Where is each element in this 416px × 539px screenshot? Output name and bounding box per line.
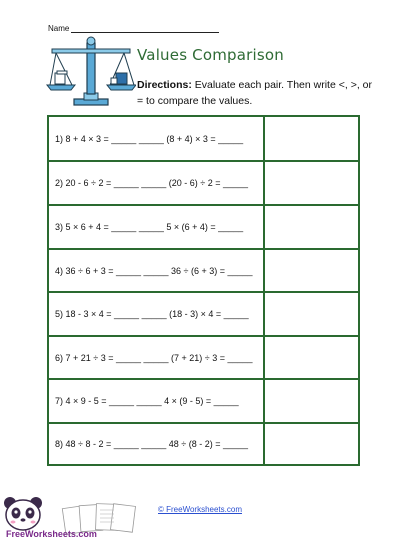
answer-cell[interactable]: [265, 337, 358, 378]
directions-text: Evaluate each pair. Then write <, >, or = to compare the values.: [137, 79, 373, 107]
answer-cell[interactable]: [265, 117, 358, 160]
logo-text: FreeWorksheets.com: [6, 529, 97, 539]
name-line[interactable]: [71, 25, 219, 33]
table-row: [49, 378, 358, 422]
table-row: [49, 335, 358, 378]
answer-cell[interactable]: [265, 380, 358, 422]
worksheet-title: Values Comparison: [137, 46, 284, 64]
problem-text: 3) 5 × 6 + 4 = _____ _____ 5 × (6 + 4) = _____: [49, 206, 265, 248]
problem-text: 6) 7 + 21 ÷ 3 = _____ _____ (7 + 21) ÷ 3 = _____: [49, 337, 265, 378]
table-row: [49, 248, 358, 291]
directions-label: Directions:: [137, 79, 192, 91]
table-row: [49, 422, 358, 464]
problem-text: 2) 20 - 6 ÷ 2 = _____ _____ (20 - 6) ÷ 2 = _____: [49, 162, 265, 204]
table-row: [49, 291, 358, 335]
answer-cell[interactable]: [265, 293, 358, 335]
answer-cell[interactable]: [265, 162, 358, 204]
problem-text: 4) 36 ÷ 6 + 3 = _____ _____ 36 ÷ (6 + 3) = _____: [49, 250, 265, 291]
name-label: Name: [48, 24, 70, 33]
problem-table: [47, 115, 360, 466]
table-row: [49, 117, 358, 160]
answer-cell[interactable]: [265, 206, 358, 248]
answer-cell[interactable]: [265, 424, 358, 464]
problem-text: 1) 8 + 4 × 3 = _____ _____ (8 + 4) × 3 = _____: [49, 117, 265, 160]
problem-text: 7) 4 × 9 - 5 = _____ _____ 4 × (9 - 5) = _____: [49, 380, 265, 422]
freeworksheets-logo: [2, 491, 182, 539]
table-row: [49, 204, 358, 248]
problem-text: 5) 18 - 3 × 4 = _____ _____ (18 - 3) × 4 = _____: [49, 293, 265, 335]
balance-scale-icon: [44, 33, 136, 111]
answer-cell[interactable]: [265, 250, 358, 291]
problem-text: 8) 48 ÷ 8 - 2 = _____ _____ 48 ÷ (8 - 2) = _____: [49, 424, 265, 464]
table-row: [49, 160, 358, 204]
name-field[interactable]: [48, 24, 219, 33]
directions: [137, 77, 377, 109]
copyright-link[interactable]: © FreeWorksheets.com: [158, 505, 242, 514]
